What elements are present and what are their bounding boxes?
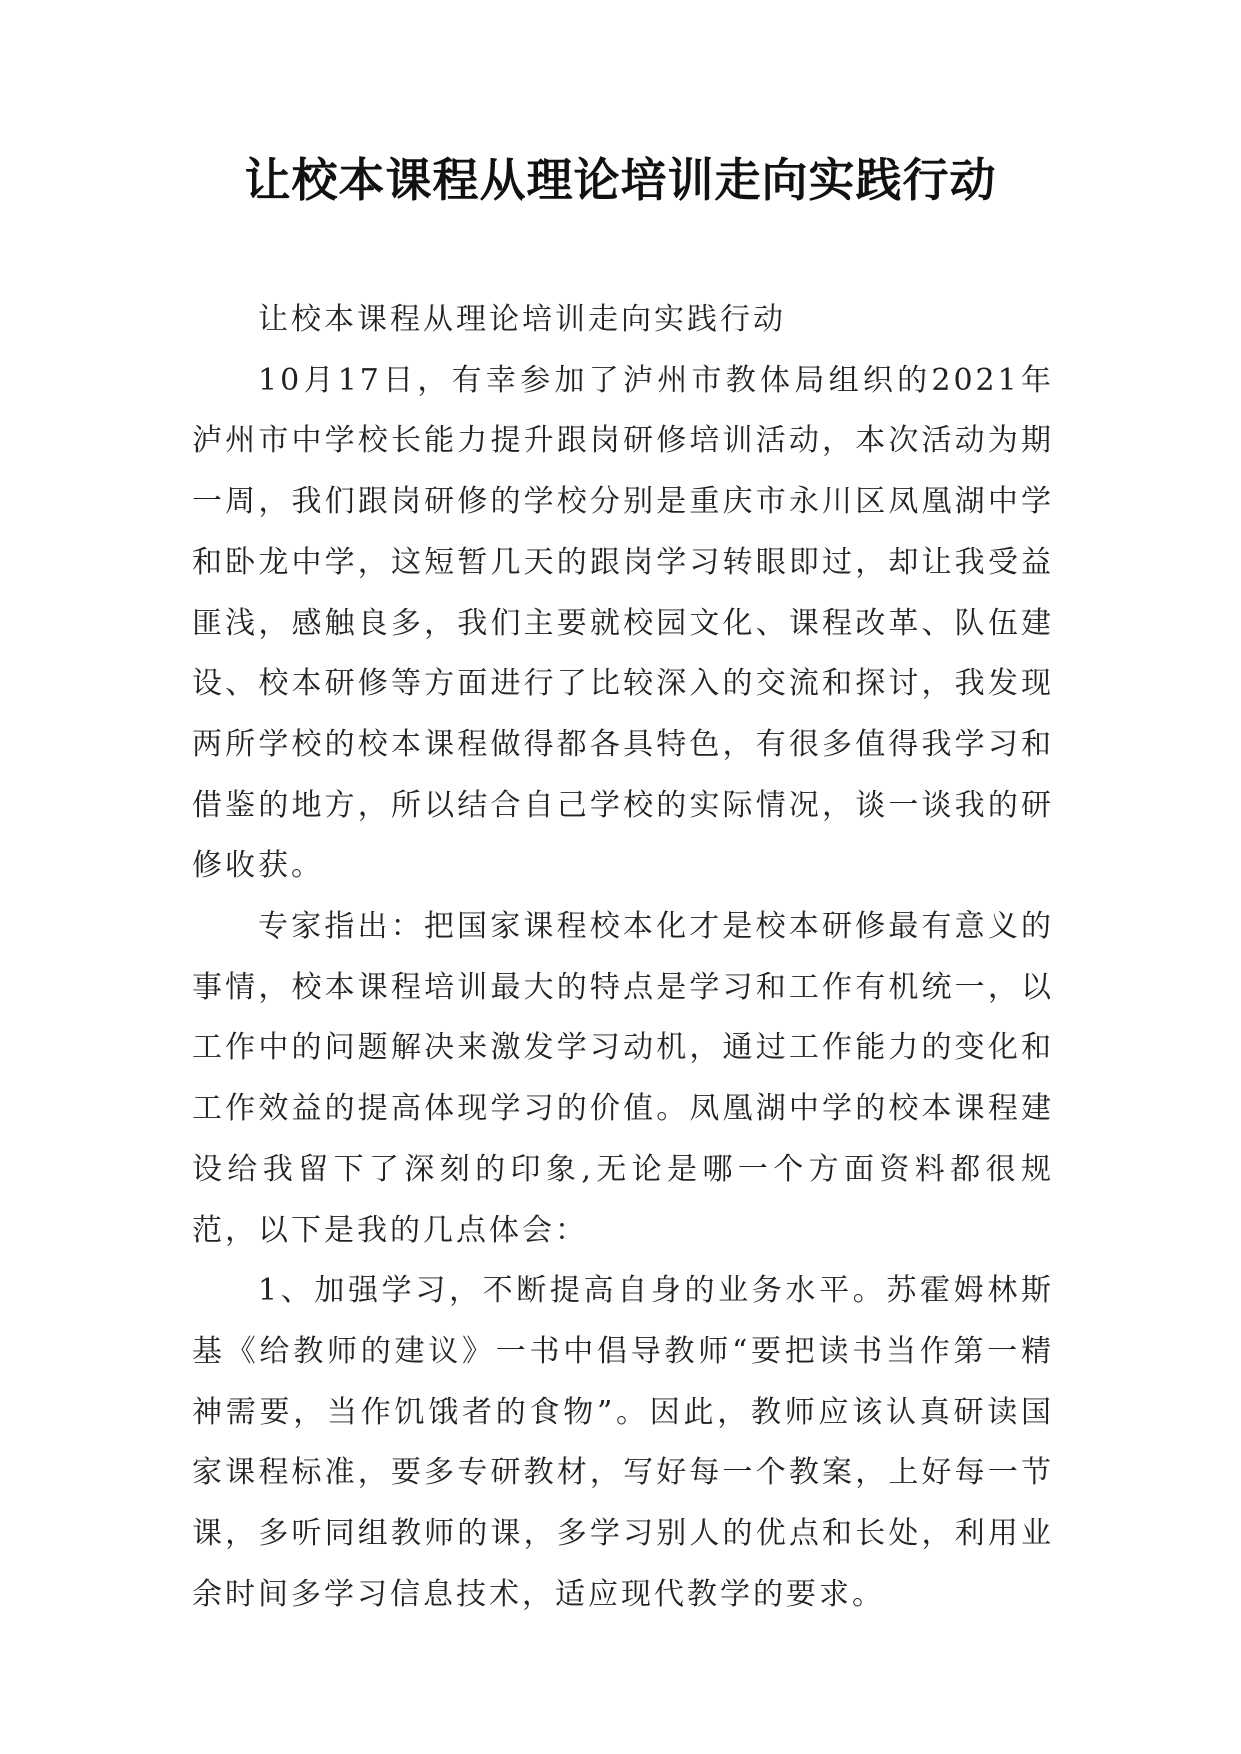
paragraph-expert: 专家指出：把国家课程校本化才是校本研修最有意义的事情，校本课程培训最大的特点是学习和工作有机统一，以工作中的问题解决来激发学习动机，通过工作能力的变化和工作效益的提高体现学习的价值。凤凰湖中学的校本课程建设给我留下了深刻的印象,无论是哪一个方面资料都很规范，以下是我的几点体会： <box>192 909 1054 1248</box>
paragraph-point-1: 1、加强学习，不断提高自身的业务水平。苏霍姆林斯基《给教师的建议》一书中倡导教师“要把读书当作第一精神需要，当作饥饿者的食物”。因此，教师应该认真研读国家课程标准，要多专研教材，写好每一个教案，上好每一节课，多听同组教师的课，多学习别人的优点和长处，利用业余时间多学习信息技术，适应现代教学的要求。 <box>192 1273 1054 1612</box>
document-title: 让校本课程从理论培训走向实践行动 <box>244 153 997 207</box>
paragraph-intro: 10月17日，有幸参加了泸州市教体局组织的2021年泸州市中学校长能力提升跟岗研修培训活动，本次活动为期一周，我们跟岗研修的学校分别是重庆市永川区凤凰湖中学和卧龙中学，这短暂几天的跟岗学习转眼即过，却让我受益匪浅，感触良多，我们主要就校园文化、课程改革、队伍建设、校本研修等方面进行了比较深入的交流和探讨，我发现两所学校的校本课程做得都各具特色，有很多值得我学习和借鉴的地方，所以结合自己学校的实际情况，谈一谈我的研修收获。 <box>192 362 1054 884</box>
document-body <box>192 290 1054 1625</box>
paragraph-subtitle: 让校本课程从理论培训走向实践行动 <box>258 302 786 337</box>
